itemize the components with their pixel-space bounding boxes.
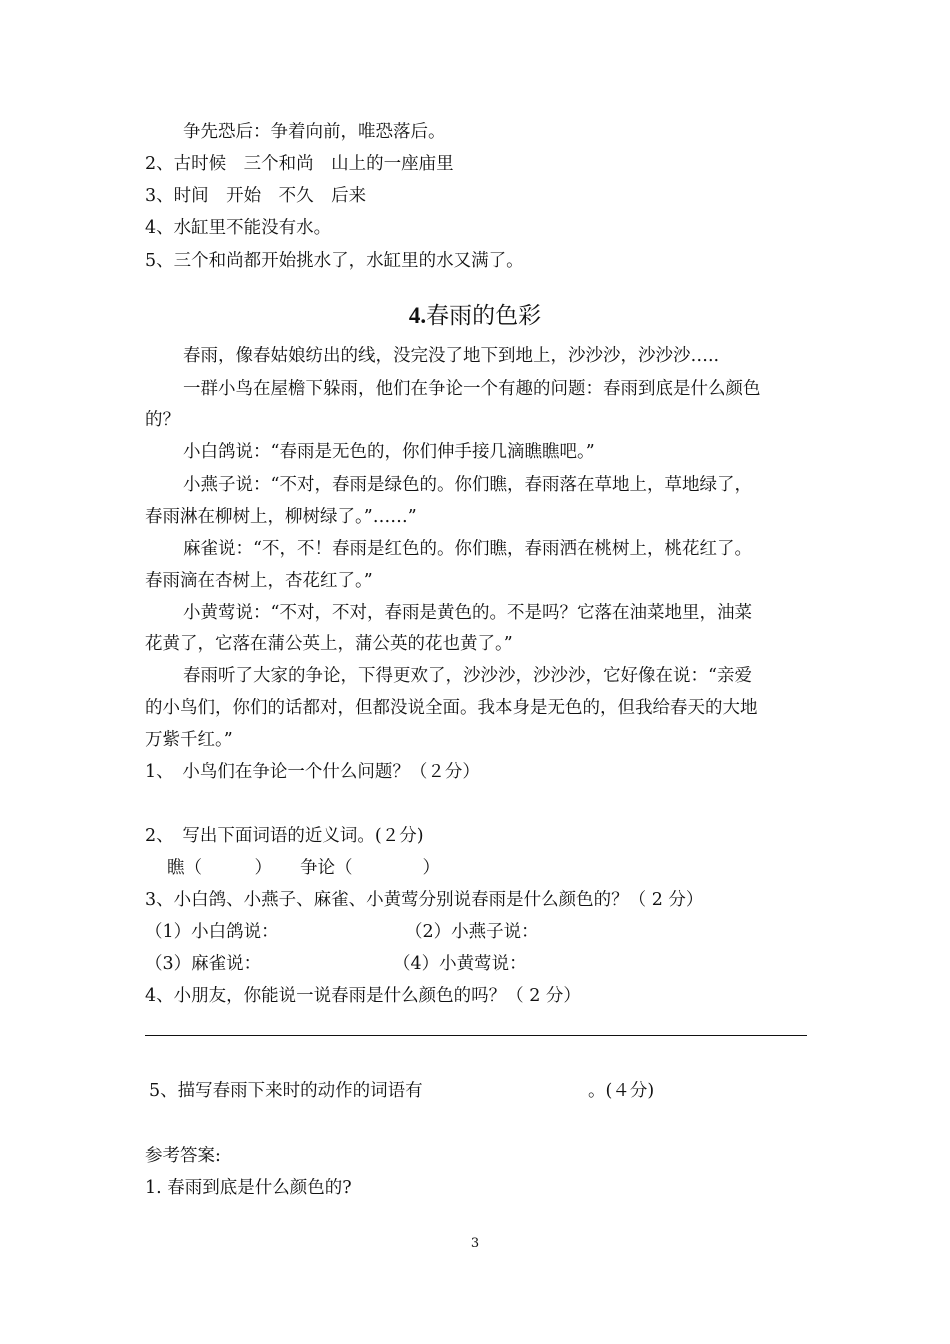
section-title-number: 4. <box>408 303 427 328</box>
passage-line: 的？ <box>145 410 180 430</box>
question-4: 4、小朋友，你能说一说春雨是什么颜色的吗？（ 2 分） <box>145 986 581 1006</box>
question-3-part-2: （2）小燕子说： <box>405 922 539 942</box>
answer-line-5: 5、三个和尚都开始挑水了，水缸里的水又满了。 <box>145 251 524 271</box>
answer-1: 1. 春雨到底是什么颜色的? <box>145 1178 352 1198</box>
question-2: 2、 写出下面词语的近义词。(２分) <box>145 826 424 846</box>
question-3: 3、小白鸽、小燕子、麻雀、小黄莺分别说春雨是什么颜色的？（ 2 分） <box>145 890 704 910</box>
question-1: 1、 小鸟们在争论一个什么问题？（２分） <box>145 762 480 782</box>
question-2-items <box>167 856 767 880</box>
synonym-item-2: 争论（ ） <box>300 858 440 878</box>
passage-line: 小黄莺说：“不对，不对，春雨是黄色的。不是吗？它落在油菜地里，油菜 <box>183 603 752 623</box>
question-5: 5、描写春雨下来时的动作的词语有 <box>149 1081 423 1101</box>
question-3-part-4: （4）小黄莺说： <box>393 954 527 974</box>
passage-line: 万紫千红。” <box>145 730 233 750</box>
passage-line: 的小鸟们，你们的话都对，但都没说全面。我本身是无色的，但我给春天的大地 <box>145 698 758 718</box>
question-5-score: 。(４分) <box>588 1081 655 1101</box>
question-3-part-3: （3）麻雀说： <box>145 954 262 974</box>
answer-line-2: 2、古时候 三个和尚 山上的一座庙里 <box>145 154 454 174</box>
answer-line-3: 3、时间 开始 不久 后来 <box>145 186 367 206</box>
passage-line: 小燕子说：“不对，春雨是绿色的。你们瞧，春雨落在草地上，草地绿了， <box>183 475 752 495</box>
passage-line: 小白鸽说：“春雨是无色的，你们伸手接几滴瞧瞧吧。” <box>183 442 595 462</box>
passage-line: 春雨，像春姑娘纺出的线，没完没了地下到地上，沙沙沙，沙沙沙….. <box>183 346 720 366</box>
answer-line-rule <box>145 1035 807 1036</box>
passage-line: 春雨淋在柳树上，柳树绿了。”……” <box>145 507 417 527</box>
page-number: 3 <box>470 1236 480 1251</box>
passage-line: 花黄了，它落在蒲公英上，蒲公英的花也黄了。” <box>145 634 513 654</box>
passage-line: 麻雀说：“不，不！春雨是红色的。你们瞧，春雨洒在桃树上，桃花红了。 <box>183 539 752 559</box>
section-title-text: 春雨的色彩 <box>426 303 542 329</box>
answer-line-1: 争先恐后：争着向前，唯恐落后。 <box>183 122 446 142</box>
answer-line-4: 4、水缸里不能没有水。 <box>145 218 332 238</box>
passage-line: 春雨听了大家的争论，下得更欢了，沙沙沙，沙沙沙，它好像在说：“亲爱 <box>183 666 752 686</box>
passage-line: 一群小鸟在屋檐下躲雨，他们在争论一个有趣的问题：春雨到底是什么颜色 <box>183 379 761 399</box>
question-3-part-1: （1）小白鸽说： <box>145 922 279 942</box>
synonym-item-1: 瞧（ ） <box>167 858 272 878</box>
passage-line: 春雨滴在杏树上，杏花红了。” <box>145 571 373 591</box>
section-title <box>0 300 950 332</box>
answers-heading: 参考答案: <box>145 1146 221 1166</box>
